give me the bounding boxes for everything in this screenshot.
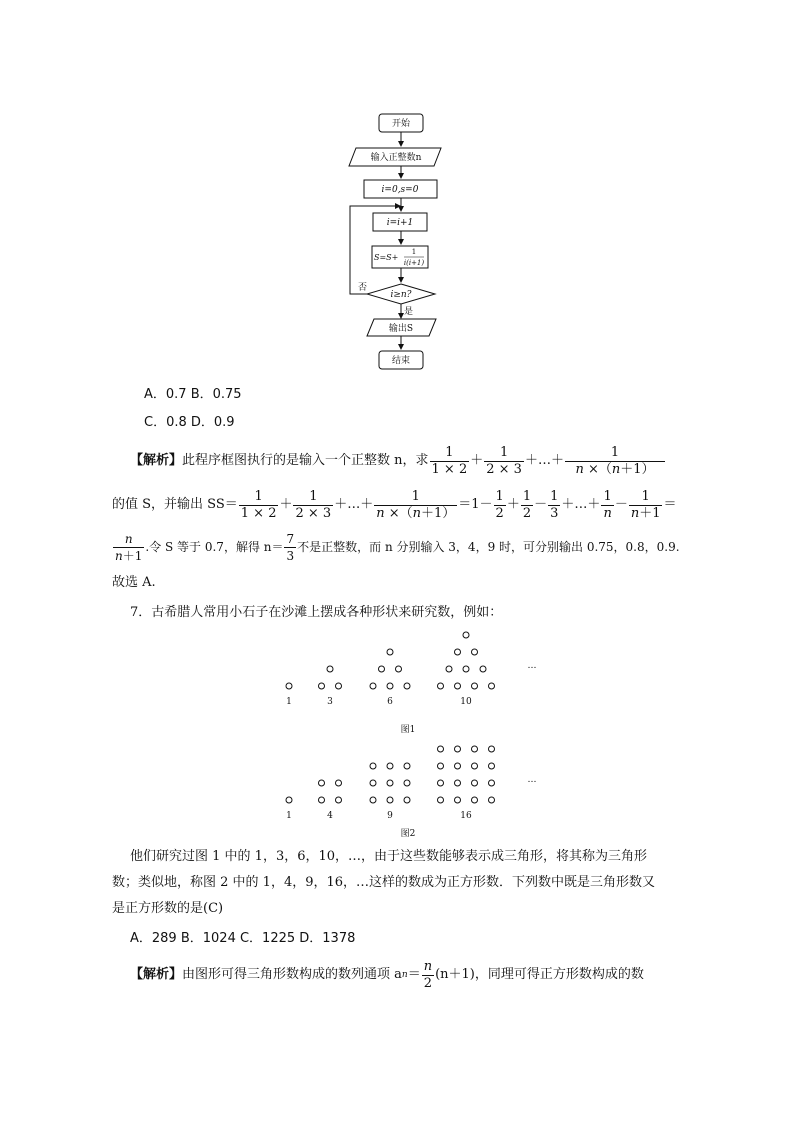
frac-1: $\frac{1}{1 \times 2}$: [431, 444, 468, 477]
flow-yes-label: 是: [404, 307, 414, 317]
frac-14: $\frac{n}{2}$: [423, 958, 433, 991]
pebble-dot: [455, 797, 461, 803]
pebble-figures: [270, 622, 560, 840]
pebble-dot: [370, 780, 376, 786]
pebble-dot: [336, 780, 342, 786]
frac-7: $\frac{1}{2}$: [495, 488, 504, 521]
pebble-dot: [286, 683, 292, 689]
frac-9: $\frac{1}{3}$: [550, 488, 559, 521]
pebble-dot: [472, 797, 478, 803]
q7-analysis-line: 【解析】 由图形可得三角形数构成的数列通项 a n ＝ $\frac{n}{2}$ (n＋1)，同理可得正方形数构成的数: [130, 958, 644, 991]
pebble-dot: [463, 632, 469, 638]
pebble-dot: [472, 780, 478, 786]
frac-13: $\frac{7}{3}$: [286, 531, 295, 563]
q6-conclusion: 故选 A.: [112, 575, 156, 590]
frac-5: $\frac{1}{2 \times 3}$: [295, 488, 332, 521]
pebble-dot: [370, 683, 376, 689]
q6-line3-text: .令 S 等于 0.7，解得 n＝: [145, 540, 284, 554]
pebble-dot: [489, 780, 495, 786]
pebble-dot: [387, 797, 393, 803]
q7-options: A．289 B．1024 C．1225 D．1378: [130, 931, 356, 946]
pebble-dot: [446, 666, 452, 672]
flow-no-label: 否: [358, 283, 368, 293]
fig1-ellipsis: …: [527, 661, 537, 671]
q7-analysis-tail: (n＋1)，同理可得正方形数构成的数: [435, 967, 644, 982]
fig1-label-10: 10: [460, 697, 472, 707]
pebble-dot: [463, 666, 469, 672]
pebble-dot: [480, 666, 486, 672]
pebble-dot: [387, 763, 393, 769]
q6-sum-tail: 的值 S，并输出 SS＝: [112, 497, 238, 512]
frac-2: $\frac{1}{2 \times 3}$: [486, 444, 522, 477]
pebble-dot: [472, 746, 478, 752]
frac-4: $\frac{1}{1 \times 2}$: [240, 488, 277, 521]
pebble-dot: [404, 780, 410, 786]
flow-start-text: 开始: [391, 119, 411, 129]
pebble-dot: [455, 763, 461, 769]
pebble-dot: [489, 746, 495, 752]
frac-10: $\frac{1}{n}$: [603, 488, 612, 521]
frac-3: $\frac{1}{n \times(n+1)}$: [565, 445, 665, 478]
pebble-dot: [438, 797, 444, 803]
pebble-dot: [455, 780, 461, 786]
q6-eq-tail: ＝: [663, 497, 677, 512]
q6-analysis-line3: [112, 530, 680, 564]
q6-options-line2: C．0.8 D．0.9: [144, 415, 235, 430]
flowchart: [340, 108, 450, 373]
pebble-dot: [404, 683, 410, 689]
fig2-label-16: 16: [460, 811, 472, 821]
pebble-dot: [438, 763, 444, 769]
q6-analysis-line1: 【解析】 此程序框图执行的是输入一个正整数 n，求 $\frac{1}{1 \times 2}$ ＋ $\frac{1}{2 \times 3}$ ＋…＋ $\frac{1}{n \times(n+1)}$: [130, 444, 666, 478]
pebble-dot: [489, 683, 495, 689]
frac-6: $\frac{1}{n \times(n+1)}$: [376, 488, 456, 521]
pebble-dot: [336, 683, 342, 689]
pebble-dot: [404, 763, 410, 769]
fig1-label-3: 3: [327, 697, 333, 707]
frac-8: $\frac{1}{2}$: [522, 488, 532, 521]
q6-line3-text2: 不是正整数，而 n 分别输入 3，4，9 时，可分别输出 0.75，0.8，0.9.: [297, 540, 680, 554]
pebble-dot: [472, 649, 478, 655]
q7-para2: 数；类似地，称图 2 中的 1，4，9，16，…这样的数成为正方形数．下列数中既是三角形数又: [112, 875, 656, 890]
flow-condition-text: i≥n?: [390, 290, 412, 300]
flow-init-text: i=0,s=0: [381, 185, 419, 195]
flow-incr-text: i=i+1: [386, 218, 414, 228]
flow-assign-num: 1: [411, 248, 417, 256]
q7-analysis: 由图形可得三角形数构成的数列通项 a: [182, 967, 402, 982]
pebble-dot: [387, 649, 393, 655]
q6-options-line1: A．0.7 B．0.75: [144, 387, 242, 402]
pebble-dot: [438, 746, 444, 752]
pebble-dot: [319, 683, 325, 689]
flow-output-text: 输出S: [388, 324, 414, 334]
pebble-dot: [455, 746, 461, 752]
fig2-caption: 图2: [400, 829, 416, 839]
q6-analysis-line2: 的值 S，并输出 SS＝ $\frac{1}{1 \times 2}$ ＋ $\frac{1}{2 \times 3}$ ＋…＋ $\frac{1}{n \times(n+1)}$ ＝1－ $\frac{1}{2}$ ＋ $\frac{1}{2}$ － $\frac{1}{3}$ ＋…＋ $\frac{1}{n}$ － $\frac{1}{n+1}$ ＝: [112, 488, 677, 521]
pebble-dot: [370, 797, 376, 803]
q6-analysis-tag: 【解析】: [130, 453, 183, 468]
fig1-label-1: 1: [286, 697, 292, 707]
pebble-dot: [327, 666, 333, 672]
pebble-dot: [489, 763, 495, 769]
pebble-dot: [286, 797, 292, 803]
pebble-dot: [472, 763, 478, 769]
fig1-triangular: [286, 632, 495, 689]
fig2-square: [286, 746, 495, 803]
pebble-dot: [336, 797, 342, 803]
pebble-dot: [319, 780, 325, 786]
pebble-dot: [438, 780, 444, 786]
frac-12: $\frac{n}{n+1}$: [115, 531, 143, 563]
q6-analysis-p1: 此程序框图执行的是输入一个正整数 n，求: [182, 453, 429, 468]
q7-para3: 是正方形数的是(C): [112, 901, 224, 916]
pebble-dot: [438, 683, 444, 689]
q7-analysis-tag: 【解析】: [130, 967, 183, 982]
pebble-dot: [489, 797, 495, 803]
pebble-dot: [387, 683, 393, 689]
flow-input-text: 输入正整数n: [370, 153, 422, 163]
pebble-dot: [472, 683, 478, 689]
flow-assign-left: S=S+: [374, 253, 399, 262]
fig2-label-1: 1: [286, 811, 292, 821]
fig2-ellipsis: …: [527, 775, 537, 785]
flow-assign-den: i(i+1): [403, 259, 425, 267]
pebble-dot: [387, 780, 393, 786]
pebble-dot: [319, 797, 325, 803]
pebble-dot: [379, 666, 385, 672]
flow-end-text: 结束: [391, 356, 411, 366]
fig2-label-4: 4: [327, 811, 333, 821]
fig1-label-6: 6: [387, 697, 393, 707]
pebble-dot: [455, 649, 461, 655]
fig1-caption: 图1: [400, 725, 416, 735]
q7-para1: 他们研究过图 1 中的 1，3，6，10，…，由于这些数能够表示成三角形，将其称为三角形: [130, 849, 648, 864]
pebble-dot: [455, 683, 461, 689]
pebble-dot: [370, 763, 376, 769]
pebble-dot: [404, 797, 410, 803]
q7-stem: 7．古希腊人常用小石子在沙滩上摆成各种形状来研究数，例如：: [130, 605, 503, 620]
pebble-dot: [396, 666, 402, 672]
fig2-label-9: 9: [387, 811, 393, 821]
frac-11: $\frac{1}{n+1}$: [630, 488, 661, 521]
